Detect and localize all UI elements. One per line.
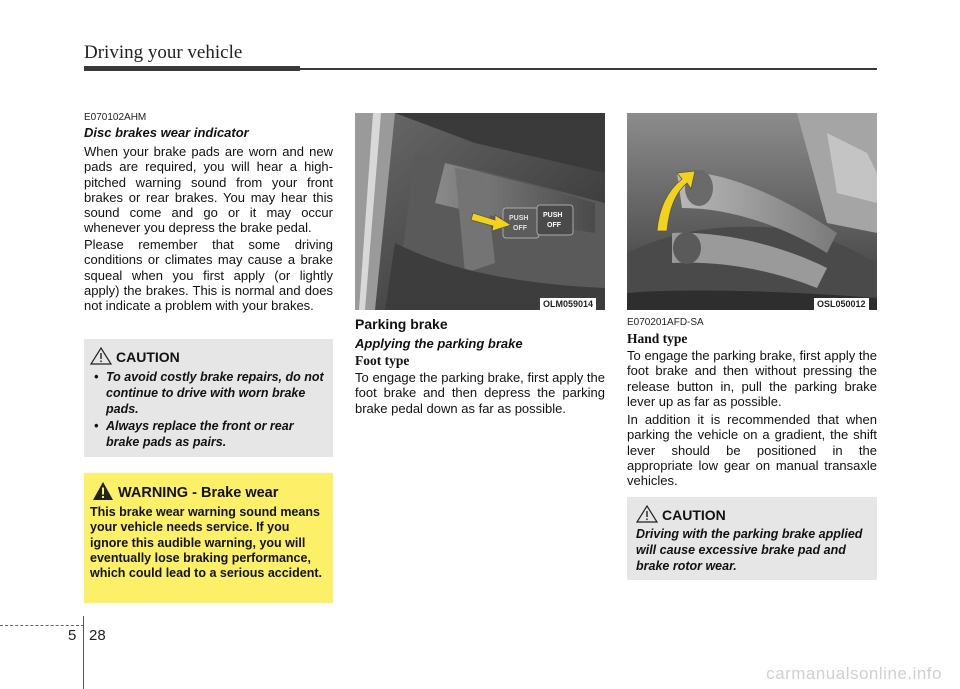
svg-text:OFF: OFF: [513, 225, 527, 232]
caution-title: CAUTION: [662, 507, 726, 523]
section-code-hand: E070201AFD-SA: [627, 317, 704, 328]
caution-item: [91, 369, 327, 417]
page-number-divider: [83, 616, 84, 689]
section-title: Driving your vehicle: [84, 42, 243, 63]
figure-caption-osl: OSL050012: [814, 298, 869, 310]
figure-caption-olm: OLM059014: [540, 298, 596, 310]
caution-list: [91, 369, 327, 450]
warning-box-brake-wear: [84, 473, 333, 603]
caution-triangle-icon: [90, 346, 112, 366]
section-number: 5: [68, 627, 77, 644]
page-number: 28: [89, 627, 106, 644]
caution-triangle-icon: [636, 504, 658, 524]
svg-text:PUSH: PUSH: [509, 215, 529, 222]
warning-title-suffix: - Brake wear: [188, 485, 279, 501]
parking-brake-heading: Parking brake: [355, 316, 448, 332]
header-rule-thick: [84, 66, 300, 71]
section-code: E070102AHM: [84, 112, 147, 123]
footer-dashed-rule: [0, 625, 84, 626]
hand-type-paragraph-1: To engage the parking brake, first apply the foot brake and then without pressing the release button in, pull the parking brake lever up as far as possible.: [627, 348, 877, 409]
svg-text:PUSH: PUSH: [543, 212, 563, 219]
applying-parking-brake-subheading: Applying the parking brake: [355, 336, 523, 351]
disc-brakes-subheading: Disc brakes wear indicator: [84, 125, 249, 140]
caution-box-brake-pads: [84, 339, 333, 457]
foot-type-paragraph: To engage the parking brake, first apply the foot brake and then depress the parking brake pedal down as far as possible.: [355, 370, 605, 416]
watermark: carmanualsonline.info: [766, 664, 942, 683]
hand-type-paragraph-2: In addition it is recommended that when parking the vehicle on a gradient, the shift lever should be positioned in the appropriate low gear on manual transaxle vehicles.: [627, 412, 877, 489]
warning-title: [118, 485, 278, 501]
caution-item-text: To avoid costly brake repairs, do not continue to drive with worn brake pads.: [106, 370, 324, 416]
header-rule-thin: [300, 68, 877, 70]
foot-type-heading: Foot type: [355, 353, 410, 368]
disc-brakes-paragraph-2: Please remember that some driving conditions or climates may cause a brake squeal when you first apply (or lightly apply) the brakes. This is normal and does not indicate a problem with your brakes.: [84, 237, 333, 314]
hand-type-heading: Hand type: [627, 331, 688, 346]
warning-triangle-icon: [92, 481, 114, 501]
hand-brake-photo: [627, 113, 877, 310]
caution-box-parking-brake: [627, 497, 877, 580]
svg-text:OFF: OFF: [547, 222, 561, 229]
foot-brake-photo: [355, 113, 605, 310]
bullet-icon: •: [94, 419, 99, 433]
warning-text: This brake wear warning sound means your vehicle needs service. If you ignore this audible warning, you will eventually lose braking performance, which could lead to a serious accident.: [90, 505, 323, 581]
caution-title: CAUTION: [116, 349, 180, 365]
caution-item: [91, 418, 327, 450]
caution-item-text: Always replace the front or rear brake pads as pairs.: [106, 419, 294, 449]
bullet-icon: •: [94, 370, 99, 384]
caution-text: Driving with the parking brake applied will cause excessive brake pad and brake rotor wear.: [636, 527, 863, 573]
warning-title-main: WARNING: [118, 485, 189, 501]
disc-brakes-paragraph-1: When your brake pads are worn and new pads are required, you will hear a high-pitched warning sound from your front brakes or rear brakes. You may hear this sound come and go or it may occur whenever you depress the brake pedal.: [84, 144, 333, 236]
